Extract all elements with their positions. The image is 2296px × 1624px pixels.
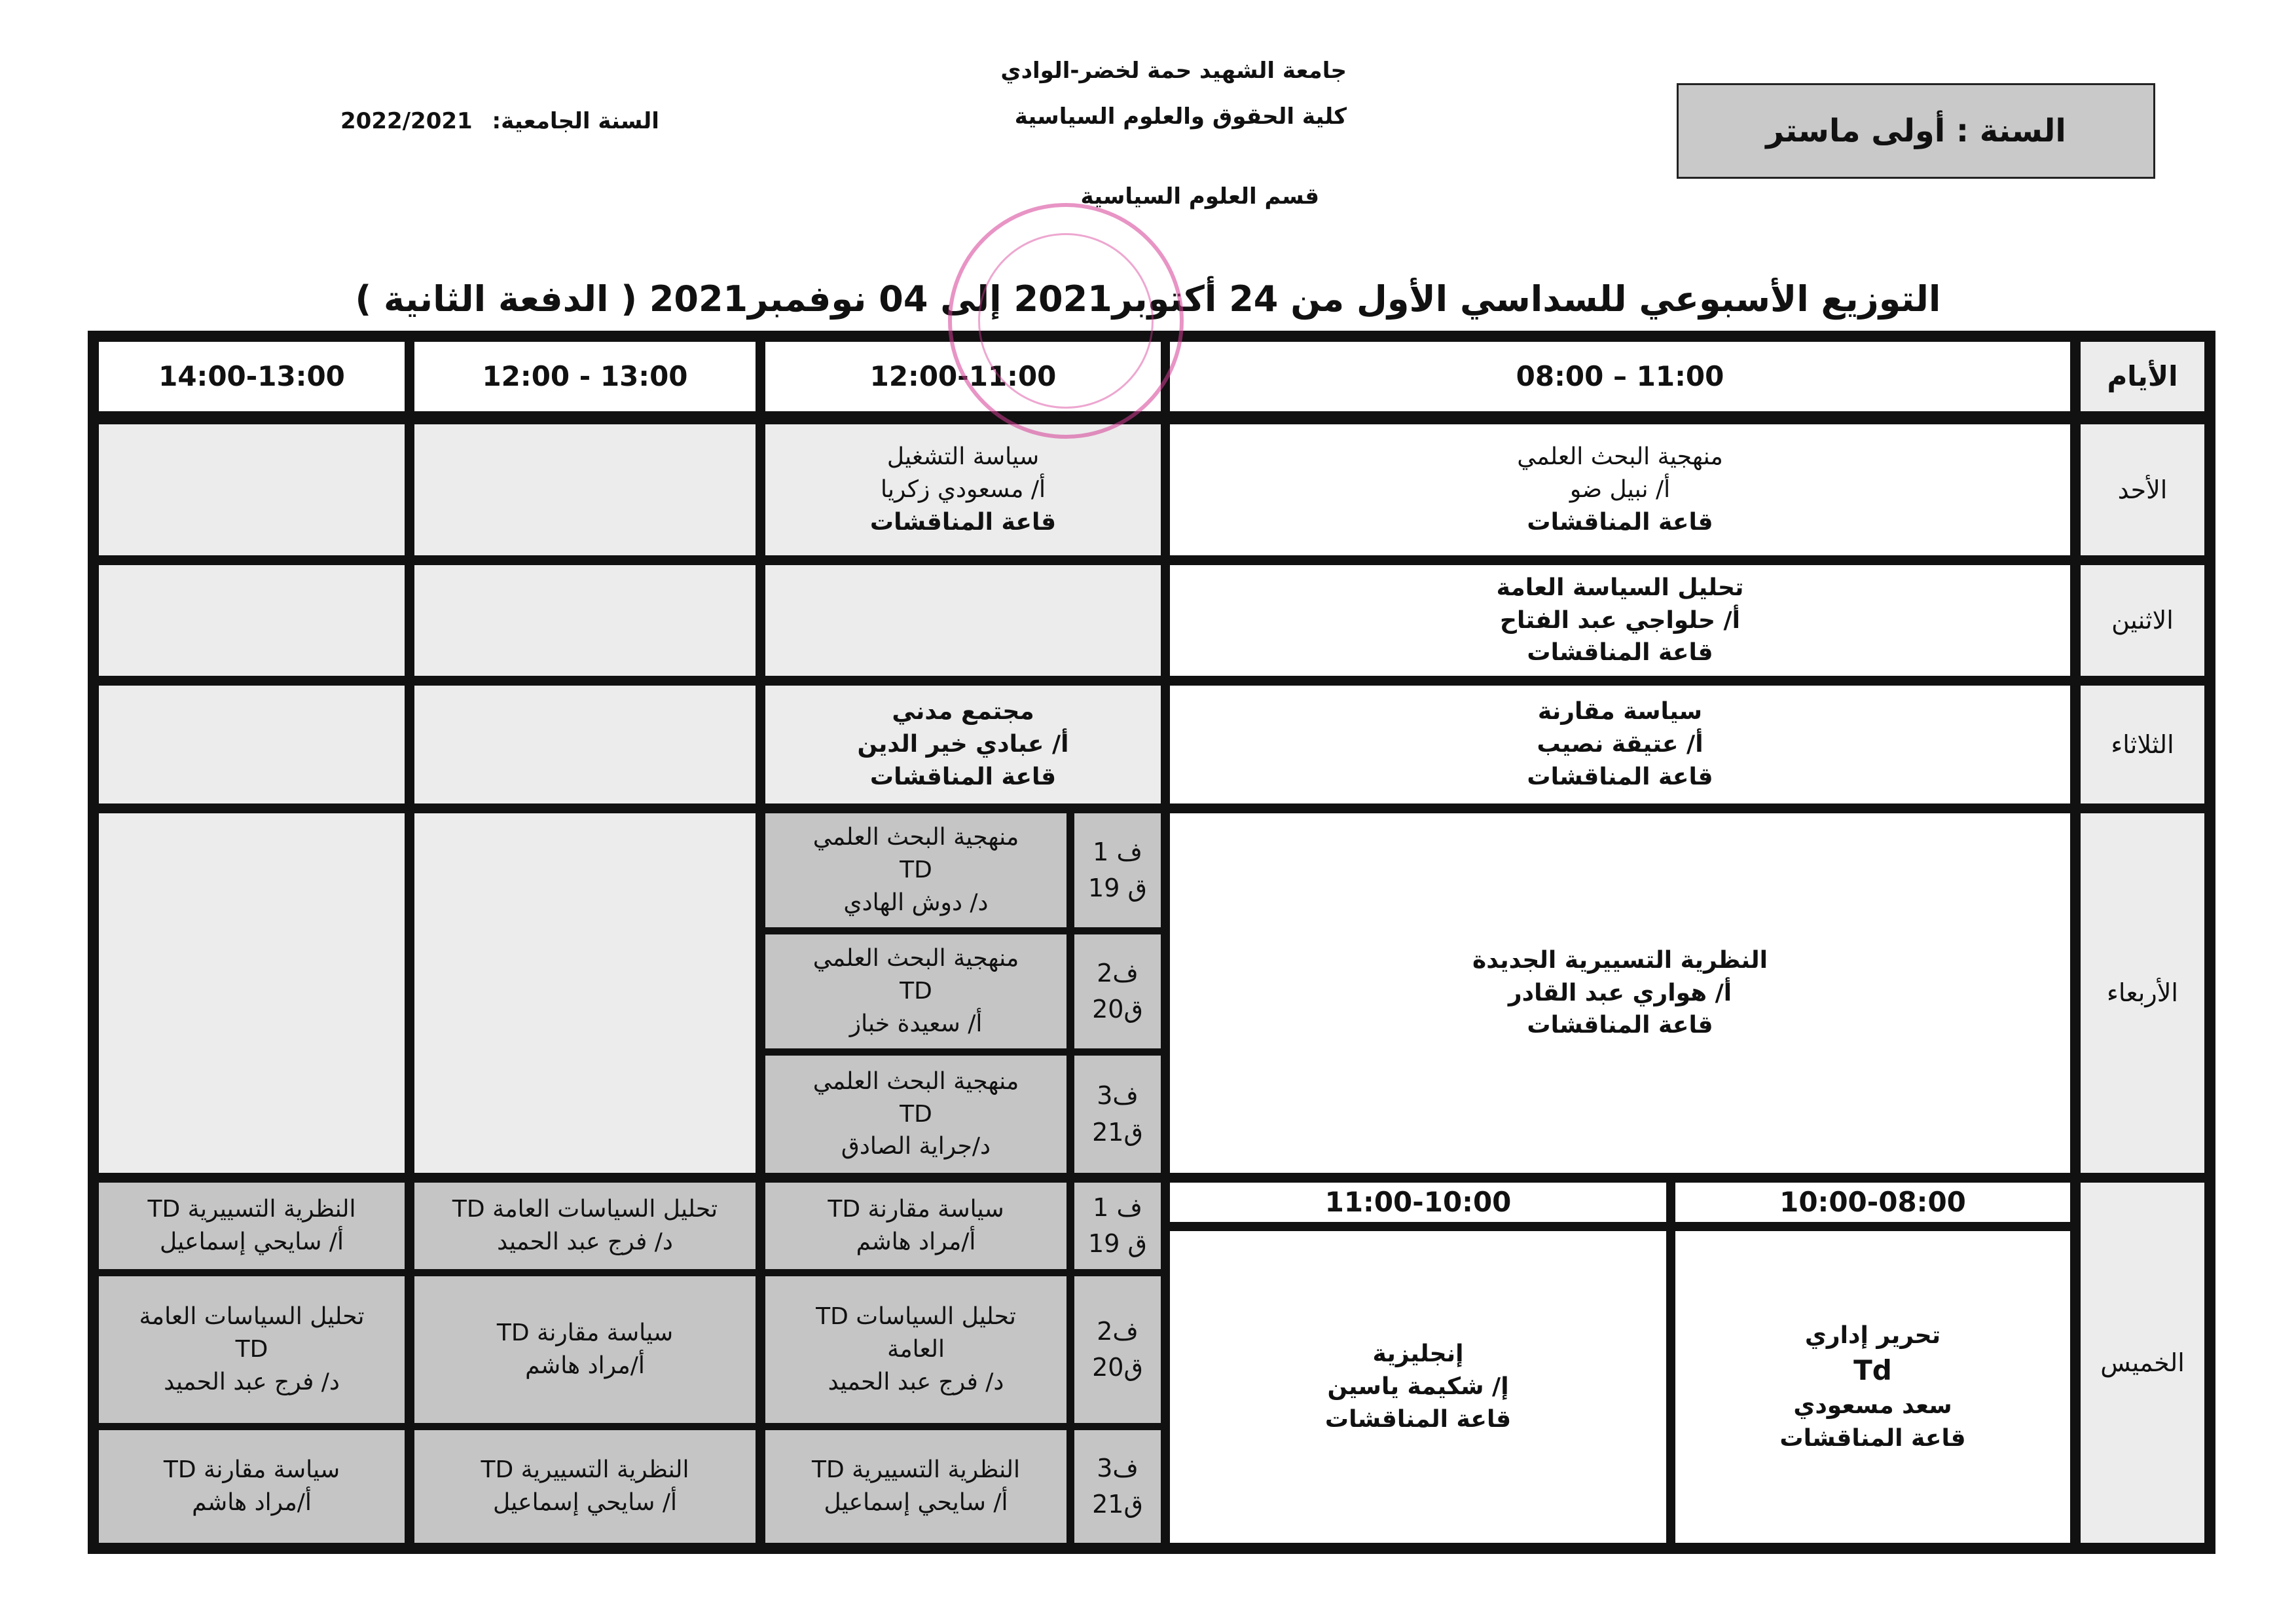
teacher: أ/مراد هاشم <box>856 1228 976 1255</box>
wednesday-td-group-1 <box>763 811 1068 929</box>
group-name: ف 1 <box>1093 1192 1142 1222</box>
room: قاعة المناقشات <box>1527 639 1713 667</box>
teacher: سعد مسعودي <box>1793 1392 1952 1420</box>
teacher: أ/ عبادي خير الدين <box>857 731 1069 758</box>
thursday-td-g2-slot4 <box>97 1274 407 1425</box>
thursday-subtime-2: 11:00-10:00 <box>1168 1181 1668 1224</box>
room: قاعة المناقشات <box>1527 1012 1713 1039</box>
empty-cell <box>412 811 757 1175</box>
days-header: الأيام <box>2079 340 2206 413</box>
day-monday: الاثنين <box>2079 563 2206 678</box>
session-thursday-1 <box>1673 1229 2072 1545</box>
teacher: أ/ سعيدة خباز <box>849 1010 983 1037</box>
type: Td <box>1853 1354 1892 1387</box>
empty-cell <box>97 422 407 557</box>
thursday-td-g1-slot3 <box>412 1181 757 1271</box>
academic-year-value: 2022/2021 <box>340 108 473 134</box>
empty-cell <box>412 422 757 557</box>
teacher: د/ فرج عبد الحميد <box>497 1228 673 1255</box>
subject: سياسة مقارنة TD <box>163 1456 340 1484</box>
empty-cell <box>763 563 1163 678</box>
empty-cell <box>97 563 407 678</box>
subject: سياسة مقارنة <box>1537 698 1703 726</box>
thursday-td-g1-slot2 <box>763 1181 1068 1271</box>
subject: سياسة التشغيل <box>886 443 1040 471</box>
subject: منهجية البحث العلمي <box>812 824 1019 851</box>
session-sunday-1 <box>1168 422 2072 557</box>
teacher: د/ فرج عبد الحميد <box>164 1368 340 1395</box>
session-monday-1 <box>1168 563 2072 678</box>
subject: مجتمع مدني <box>892 698 1034 726</box>
group-label-2 <box>1072 932 1163 1050</box>
type: TD <box>235 1336 268 1363</box>
subject: النظرية التسييرية الجديدة <box>1472 946 1768 974</box>
room: قاعة المناقشات <box>1779 1424 1966 1452</box>
subject: تحليل السياسات العامة TD <box>452 1196 718 1223</box>
level-box <box>1677 83 2155 179</box>
session-wednesday-1 <box>1168 811 2072 1175</box>
thursday-td-g3-slot4 <box>97 1428 407 1545</box>
room: قاعة المناقشات <box>1527 508 1713 536</box>
subject: تحليل السياسات العامة <box>139 1303 365 1331</box>
subject-line2: العامة <box>887 1336 945 1363</box>
time-header-4: 14:00-13:00 <box>97 340 407 413</box>
day-thursday: الخميس <box>2079 1181 2206 1545</box>
teacher: د/جراية الصادق <box>841 1133 991 1160</box>
group-label-1 <box>1072 1181 1163 1271</box>
department-name: قسم العلوم السياسية <box>1080 183 1319 210</box>
day-sunday: الأحد <box>2079 422 2206 557</box>
time-header-3: 13:00 - 12:00 <box>412 340 757 413</box>
group-label-1 <box>1072 811 1163 929</box>
subject: سياسة مقارنة TD <box>496 1320 674 1347</box>
group-room: ق 19 <box>1088 1229 1147 1258</box>
day-wednesday: الأربعاء <box>2079 811 2206 1175</box>
academic-year <box>340 108 659 134</box>
type: TD <box>900 978 932 1005</box>
subject: سياسة مقارنة TD <box>828 1196 1004 1223</box>
group-name: ف3 <box>1097 1081 1139 1111</box>
group-room: ق 19 <box>1088 874 1147 902</box>
teacher: أ/ حلواجي عبد الفتاح <box>1500 606 1741 634</box>
type: TD <box>900 1100 932 1128</box>
page-title: التوزيع الأسبوعي للسداسي الأول من 24 أكتوبر2021 إلى 04 نوفمبر2021 ( الدفعة الثانية ) <box>355 278 1941 320</box>
thursday-td-g2-slot2 <box>763 1274 1068 1425</box>
subject: منهجية البحث العلمي <box>812 945 1019 972</box>
subject: إنجليزية <box>1372 1340 1464 1368</box>
room: قاعة المناقشات <box>869 763 1057 790</box>
subject: تحليل السياسات TD <box>816 1303 1016 1331</box>
empty-cell <box>412 563 757 678</box>
empty-cell <box>97 811 407 1175</box>
group-name: ف3 <box>1097 1453 1139 1483</box>
subject: تحرير إداري <box>1804 1321 1941 1349</box>
group-label-2 <box>1072 1274 1163 1425</box>
day-tuesday: الثلاثاء <box>2079 684 2206 805</box>
session-tuesday-2 <box>763 684 1163 805</box>
teacher: أ/ سايحي إسماعيل <box>160 1228 344 1255</box>
room: قاعة المناقشات <box>869 508 1057 536</box>
group-label-3 <box>1072 1428 1163 1545</box>
subject: النظرية التسييرية TD <box>481 1456 689 1484</box>
subject: النظرية التسييرية TD <box>147 1196 356 1223</box>
time-header-2: 12:00-11:00 <box>763 340 1163 413</box>
empty-cell <box>412 684 757 805</box>
level-text: السنة : أولى ماستر <box>1766 113 2066 149</box>
group-room: ق21 <box>1092 1490 1143 1519</box>
group-name: ف 1 <box>1093 837 1142 866</box>
group-label-3 <box>1072 1054 1163 1175</box>
thursday-td-g2-slot3 <box>412 1274 757 1425</box>
university-name: جامعة الشهيد حمة لخضر-الوادي <box>1000 58 1347 84</box>
teacher: أ/ سايحي إسماعيل <box>493 1489 677 1516</box>
teacher: أ/ نبيل ضو <box>1569 476 1671 504</box>
group-room: ق20 <box>1092 1353 1143 1382</box>
subject: النظرية التسييرية TD <box>812 1456 1021 1484</box>
subject: منهجية البحث العلمي <box>812 1067 1019 1095</box>
teacher: إ/ شكيمة ياسين <box>1327 1373 1509 1401</box>
teacher: أ/مراد هاشم <box>525 1352 645 1379</box>
teacher: أ/ سايحي إسماعيل <box>824 1489 1008 1516</box>
time-header-1: 11:00 – 08:00 <box>1168 340 2072 413</box>
room: قاعة المناقشات <box>1527 763 1713 790</box>
group-room: ق21 <box>1092 1117 1143 1147</box>
teacher: أ/ عتيقة نصيب <box>1537 731 1704 758</box>
thursday-td-g3-slot3 <box>412 1428 757 1545</box>
group-room: ق20 <box>1092 995 1143 1024</box>
group-name: ف2 <box>1097 1316 1139 1346</box>
teacher: أ/مراد هاشم <box>192 1489 312 1516</box>
group-name: ف2 <box>1097 958 1139 987</box>
thursday-td-g3-slot2 <box>763 1428 1068 1545</box>
thursday-td-g1-slot4 <box>97 1181 407 1271</box>
wednesday-td-group-2 <box>763 932 1068 1050</box>
wednesday-td-group-3 <box>763 1054 1068 1175</box>
subject: تحليل السياسة العامة <box>1496 574 1744 601</box>
type: TD <box>900 857 932 884</box>
room: قاعة المناقشات <box>1324 1405 1512 1433</box>
faculty-name: كلية الحقوق والعلوم السياسية <box>1014 103 1347 130</box>
thursday-subtime-1: 10:00-08:00 <box>1673 1181 2072 1224</box>
teacher: أ/ مسعودي زكريا <box>881 476 1046 504</box>
teacher: أ/ هواري عبد القادر <box>1508 979 1732 1006</box>
session-tuesday-1 <box>1168 684 2072 805</box>
subject: منهجية البحث العلمي <box>1517 443 1723 471</box>
empty-cell <box>97 684 407 805</box>
teacher: د/ فرج عبد الحميد <box>828 1368 1004 1395</box>
academic-year-label: السنة الجامعية: <box>492 108 659 134</box>
teacher: د/ دوش الهادي <box>843 889 989 916</box>
session-thursday-2 <box>1168 1229 1668 1545</box>
session-sunday-2 <box>763 422 1163 557</box>
